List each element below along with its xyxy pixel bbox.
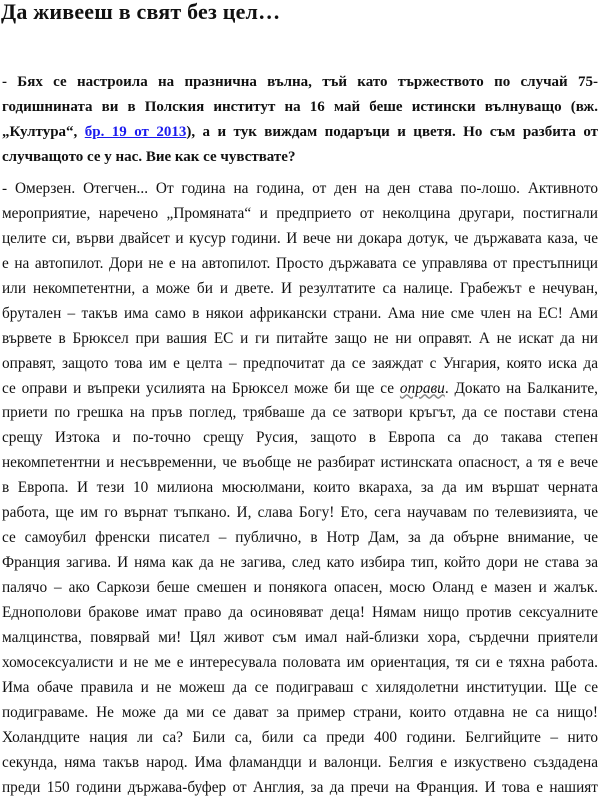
answer-line (2, 600, 598, 625)
text-segment: преди 150 години държава-буфер от Англия, за да пречи на Франция. И това е нашият (2, 778, 598, 796)
text-segment: мероприятие, наречено „Промяната“ и предприето от неколцина другари, постигнали (2, 204, 598, 222)
interview-question (2, 70, 598, 170)
answer-line (2, 675, 598, 700)
text-segment: некомпетентни и несъвременни, че въобще не разбират истинската опасност, а тя е вече (2, 454, 598, 472)
text-segment: или некомпетентни, а може би и двете. И резултатите са налице. Грабежът е нечуван, (2, 279, 598, 297)
text-segment: вървете в Брюксел при вашия ЕС и ги питайте защо не ни оправят. А не искат да ни (2, 329, 598, 347)
text-segment: Има обаче правила и не можеш да се подиграваш с хилядолетни институции. Ще се (2, 678, 598, 696)
answer-line (2, 525, 598, 550)
answer-line (2, 725, 598, 750)
question-line (2, 70, 598, 95)
text-segment: се оправи и въпреки усилията на Брюксел може би ще се (2, 379, 400, 397)
answer-line (2, 201, 598, 226)
interview-answer (2, 176, 598, 799)
answer-line (2, 276, 598, 301)
answer-line (2, 475, 598, 500)
answer-line (2, 700, 598, 725)
text-segment: приети по грешка на пръв поглед, трябваше да се затвори кръгът, да се постави стена (2, 404, 598, 422)
answer-line (2, 351, 598, 376)
question-line (2, 120, 598, 145)
answer-line (2, 226, 598, 251)
answer-line (2, 376, 598, 401)
text-segment: Холандците нация ли са? Били са, били са преди 400 години. Белгийците – нито (2, 728, 598, 746)
text-segment: в Европа. И тези 10 милиона мюсюлмани, които вкараха, за да им вършат черната (2, 479, 598, 497)
answer-line (2, 326, 598, 351)
answer-line (2, 575, 598, 600)
text-segment: е на автопилот. Дори не е на автопилот. Просто държавата се управлява от престъпници (2, 254, 598, 272)
answer-line (2, 450, 598, 475)
article-title: Да живееш в свят без цел… (1, 0, 281, 24)
text-segment: Еднополови бракове имат право да осиновяват деца! Нямам нищо против сексуалните (2, 603, 598, 621)
question-line (2, 145, 598, 170)
answer-line (2, 400, 598, 425)
text-segment: работа, ще им го върнат тъпкано. И, слава Богу! Ето, сега научавам по телевизията, че (2, 504, 598, 522)
text-segment: подиграваме. Не може да ми се дават за пример страни, които отдавна не са нищо! (2, 703, 598, 721)
answer-line (2, 625, 598, 650)
text-segment: - Бях се настроила на празнична вълна, тъй като тържеството по случай 75- (2, 74, 598, 90)
text-segment: Франция загива. И няма как да не загива, след като избира тип, който дори не става за (2, 554, 598, 572)
text-segment: малцинства, повярвай ми! Цял живот съм имал най-близки хора, сърдечни приятели (2, 628, 598, 646)
text-segment: - Омерзен. Отегчен... От година на година, от ден на ден става по-лошо. Активното (2, 180, 598, 197)
text-segment: „Култура“, (2, 124, 85, 140)
text-segment: случващото се у нас. Вие как се чувствате? (2, 149, 296, 165)
text-segment: целите си, върви двайсет и кусур години. И вече ни докара дотук, че държавата каза, че (2, 229, 598, 247)
text-segment: срещу Изтока и по-точно срещу Русия, защото в Европа са до такава степен (2, 429, 598, 447)
answer-line (2, 176, 598, 201)
text-segment: секунда, няма такъв народ. Има фламандци и валонци. Белгия е изкуствено създадена (2, 753, 598, 771)
text-segment: оправят, защото това им е целта – предпочитат да се заяждат с Унгария, която иска да (2, 354, 598, 372)
answer-line (2, 750, 598, 775)
text-segment: хомосексуалисти и не ме е интересувала половата им ориентация, тя си е тяхна работа. (2, 653, 598, 671)
question-line (2, 95, 598, 120)
text-segment: ), а и тук виждам подаръци и цветя. Но съм разбита от (186, 124, 599, 140)
answer-line (2, 650, 598, 675)
answer-line (2, 775, 598, 800)
answer-line (2, 500, 598, 525)
text-segment: палячо – ако Саркози беше смешен и понякога опасен, мосю Оланд е мазен и жалък. (2, 579, 598, 596)
text-segment: се самоубил френски писател – публично, в Нотр Дам, за да обърне внимание, че (2, 529, 598, 547)
answer-line (2, 251, 598, 276)
issue-link[interactable]: бр. 19 от 2013 (84, 124, 187, 140)
answer-line (2, 301, 598, 326)
text-segment: . Докато на Балканите, (444, 379, 598, 397)
answer-line (2, 550, 598, 575)
text-segment: годишнината ви в Полския институт на 16 май беше истински вълнуващо (вж. (2, 99, 598, 115)
emphasized-word: оправи (399, 379, 445, 397)
answer-line (2, 425, 598, 450)
text-segment: брутален – такъв има само в някои африкански страни. Ама ние сме член на ЕС! Ами (2, 304, 598, 322)
